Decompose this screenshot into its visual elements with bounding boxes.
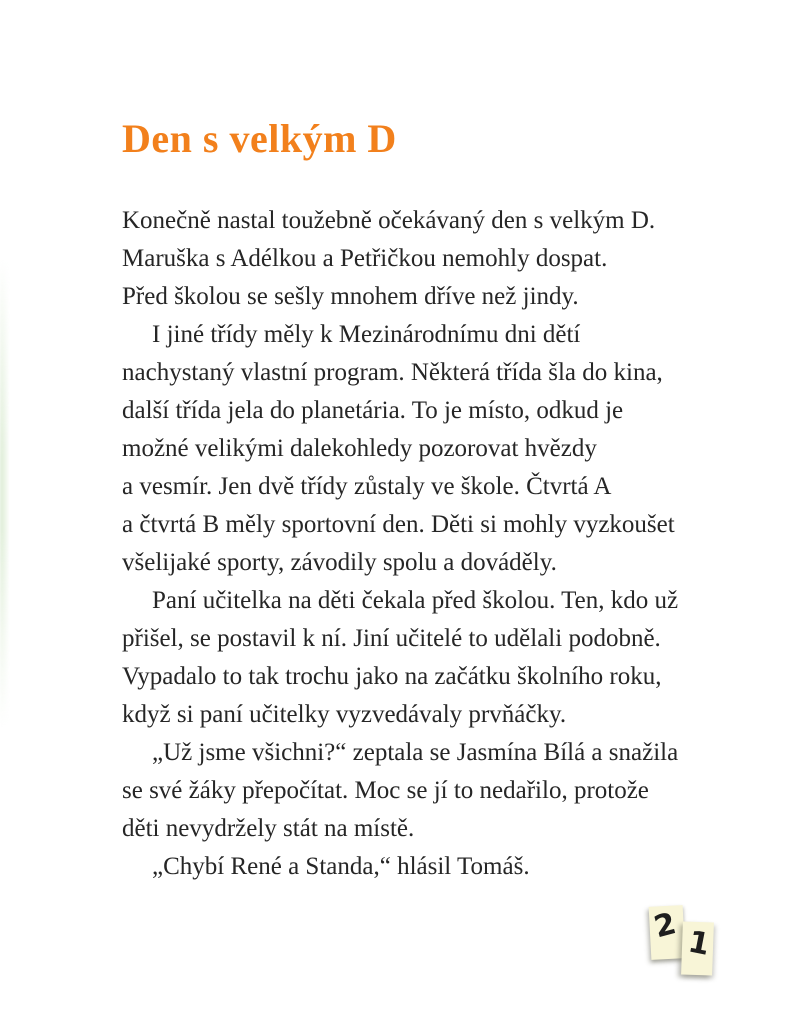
text-line: Před školou se sešly mnohem dříve než jindy. xyxy=(122,283,579,310)
paragraph xyxy=(122,734,722,848)
text-line: I jiné třídy měly k Mezinárodnímu dni dětí xyxy=(152,321,581,348)
text-line: Paní učitelka na děti čekala před školou. Ten, kdo už xyxy=(152,587,679,614)
page-number xyxy=(646,902,722,982)
text-line: možné velikými dalekohledy pozorovat hvězdy xyxy=(122,435,597,462)
text-line: přišel, se postavil k ní. Jiní učitelé to udělali podobně. xyxy=(122,625,661,652)
text-line: Konečně nastal toužebně očekávaný den s velkým D. xyxy=(122,207,656,234)
text-line: „Chybí René a Standa,“ hlásil Tomáš. xyxy=(152,853,530,880)
text-line: když si paní učitelky vyzvedávaly prvňáčky. xyxy=(122,701,567,728)
text-line: „Už jsme všichni?“ zeptala se Jasmína Bílá a snažila xyxy=(152,739,679,766)
text-line: Maruška s Adélkou a Petřičkou nemohly dospat. xyxy=(122,245,608,272)
text-line: Vypadalo to tak trochu jako na začátku školního roku, xyxy=(122,663,662,690)
text-line: nachystaný vlastní program. Některá třída šla do kina, xyxy=(122,359,663,386)
page-number-card-ones xyxy=(681,921,714,975)
text-line: další třída jela do planetária. To je místo, odkud je xyxy=(122,397,624,424)
paragraph xyxy=(122,202,722,316)
chapter-title: Den s velkým D xyxy=(122,116,397,161)
story-text xyxy=(122,202,722,886)
page-number-card-tens xyxy=(649,905,686,960)
paragraph xyxy=(122,316,722,582)
paragraph xyxy=(122,582,722,734)
page-number-digit-ones: 1 xyxy=(685,924,713,963)
text-line: a čtvrtá B měly sportovní den. Děti si mohly vyzkoušet xyxy=(122,511,675,538)
text-line: se své žáky přepočítat. Moc se jí to nedařilo, protože xyxy=(122,777,649,804)
text-line: všelijaké sporty, závodily spolu a dováděly. xyxy=(122,549,557,576)
text-line: děti nevydržely stát na místě. xyxy=(122,815,415,842)
page-number-digit-tens: 2 xyxy=(650,906,680,946)
text-line: a vesmír. Jen dvě třídy zůstaly ve škole. Čtvrtá A xyxy=(122,473,612,500)
paragraph xyxy=(122,848,722,886)
left-edge-shading xyxy=(0,258,10,728)
